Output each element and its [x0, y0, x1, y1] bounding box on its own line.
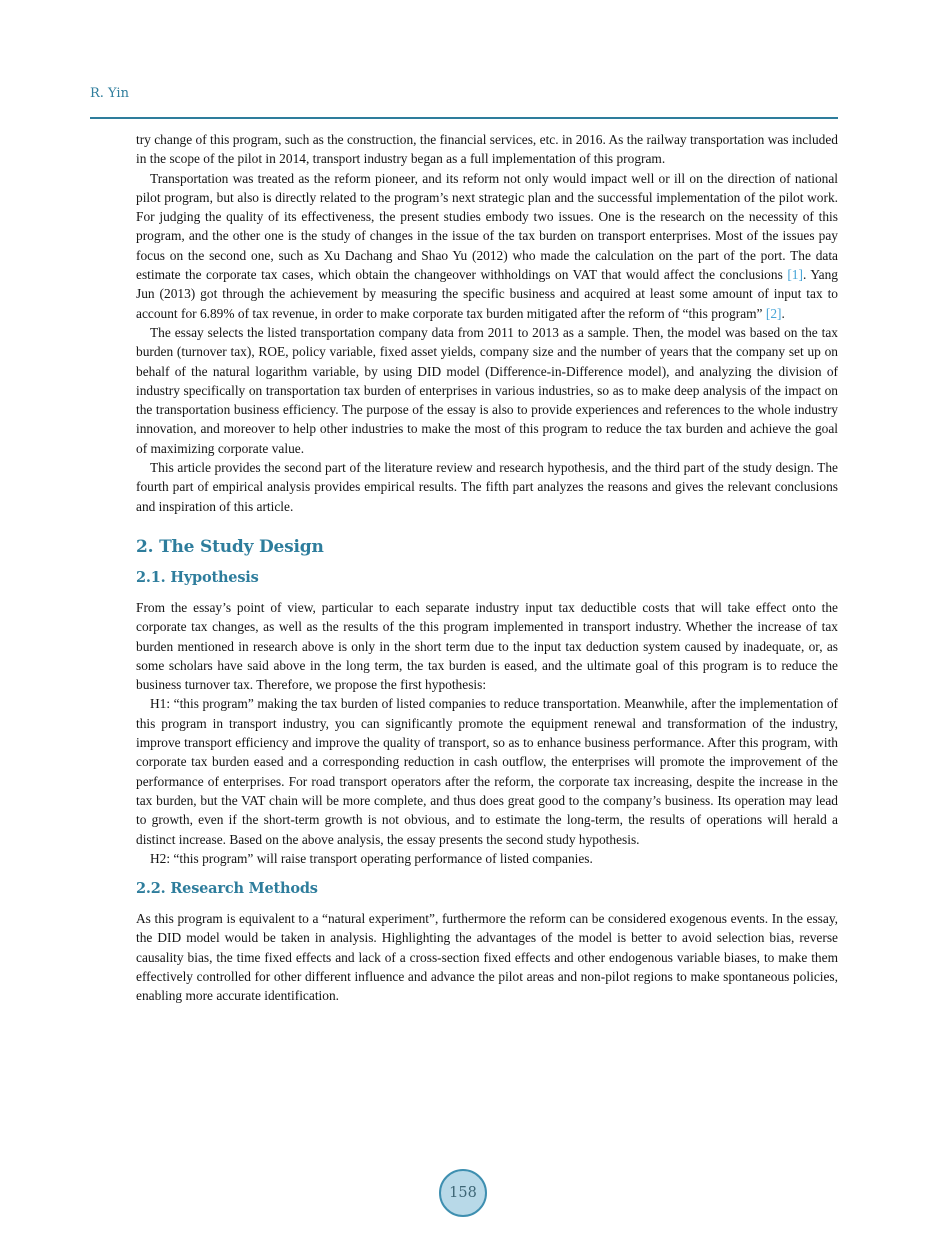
paragraph: [136, 458, 838, 516]
paragraph: [136, 130, 838, 169]
subsection-heading: 2.2. Research Methods: [136, 880, 318, 898]
subsection-heading: 2.1. Hypothesis: [136, 568, 259, 586]
paragraph: [136, 849, 838, 868]
citation-link[interactable]: [1]: [787, 267, 803, 283]
text-run: This article provides the second part of the literature review and research hypothesis, and the third part of the study design. The fourth part of empirical analysis provides empirical results. The fifth part analyzes the reasons and gives the relevant conclusions and inspiration of this article.: [136, 460, 838, 514]
paragraph: [136, 694, 838, 848]
article-body: [136, 130, 838, 1006]
paragraph: [136, 598, 838, 694]
text-run: As this program is equivalent to a “natural experiment”, furthermore the reform can be considered exogenous events. In the essay, the DID model would be taken in analysis. Highlighting the advantages of the model is better to avoid selection bias, reverse causality bias, the time fixed effects and lack of a cross-section fixed effects and other endogenous variable biases, to make them effectively controlled for other different influence and advance the pilot areas and non-pilot regions to make spontaneous policies, enabling more accurate identification.: [136, 911, 838, 1004]
citation-link[interactable]: [2]: [765, 305, 782, 321]
paragraph: [136, 323, 838, 458]
section-heading: 2. The Study Design: [136, 536, 324, 557]
text-run: The essay selects the listed transportation company data from 2011 to 2013 as a sample. Then, the model was based on the tax burden (turnover tax), ROE, policy variable, fixed asset yields, company size and the number of years that the company set up on behalf of the natural logarithm variable, by using DID model (Difference-in-Difference model), and analyzing the division of industry specifically on transportation tax burden of enterprises in various industries, so as to make deep analysis of the impact on the transportation business efficiency. The purpose of the essay is also to provide experiences and references to the whole industry innovation, and moreover to help other industries to make the most of this program to reduce the tax burden and achieve the goal of maximizing corporate value.: [136, 324, 838, 456]
text-run: try change of this program, such as the construction, the financial services, etc. in 2016. As the railway transportation was included in the scope of the pilot in 2014, transport industry began as a full implementation of this program.: [136, 132, 838, 167]
text-run: H1: “this program” making the tax burden of listed companies to reduce transportation. Meanwhile, after the implementation of this program in transport industry, you can significantly promote the equipment renewal and transformation of the industry, improve transport efficiency and improve the quality of transport, so as to enhance business performance. After this program, with corporate tax burden eased and a corresponding reduction in cash outflow, the enterprises will promote the improvement of the performance of enterprises. For road transport operators after the reform, the corporate tax increasing, despite the increase in the tax burden, but the VAT chain will be more complete, and thus does great good to the company’s business. Its operation may lead to growth, even if the short-term growth is not obvious, and to estimate the long-term, the results of operations will herald a distinct increase. Based on the above analysis, the essay presents the second study hypothesis.: [136, 696, 838, 847]
paragraph: [136, 169, 838, 323]
text-run: .: [781, 305, 785, 321]
header-rule: [90, 117, 838, 119]
text-run: H2: “this program” will raise transport operating performance of listed companies.: [150, 850, 593, 866]
text-run: Transportation was treated as the reform pioneer, and its reform not only would impact well or ill on the direction of national pilot program, but also is directly related to the program’s next strategic plan and the successful implementation of the pilot work. For judging the quality of its effectiveness, the present studies embody two issues. One is the research on the necessity of this program, and the other one is the study of changes in the issue of the tax burden on transport enterprises. Most of the issues pay focus on the second one, such as Xu Dachang and Shao Yu (2012) who made the calculation on the part of the port. The data estimate the corporate tax cases, which obtain the changeover withholdings on VAT that would affect the conclusions: [136, 170, 838, 283]
text-run: From the essay’s point of view, particular to each separate industry input tax deductible costs that will take effect onto the corporate tax changes, as well as the results of the this program implemented in transport industry. Whether the increase of tax burden mentioned in research above is only in the short term due to the input tax deduction system caused by inadequate, or, as some scholars have said above in the long term, the tax burden is eased, and the ultimate goal of this program is to reduce the business turnover tax. Therefore, we propose the first hypothesis:: [136, 599, 838, 693]
page-number: 158: [449, 1185, 477, 1201]
paragraph: [136, 909, 838, 1005]
page-number-badge: [439, 1169, 487, 1217]
text-run: . Yang Jun (2013) got through the achievement by measuring the specific business and acquired at least some amount of input tax to account for 6.89% of tax revenue, in order to make corporate tax burden mitigated after the reform of “this program”: [136, 267, 838, 321]
running-head: R. Yin: [90, 86, 129, 101]
